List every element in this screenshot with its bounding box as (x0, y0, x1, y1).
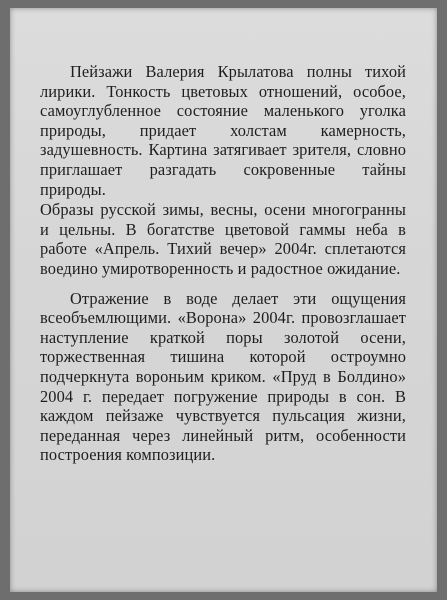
document-body (40, 62, 406, 465)
paragraph-3: Отражение в воде делает эти ощущения всеобъемлющими. «Ворона» 2004г. провозглашает наступление краткой поры золотой осени, торжественная тишина которой остроумно подчеркнута вороньим криком. «Пруд в Болдино» 2004 г. передает погружение природы в сон. В каждом пейзаже чувствуется пульсация жизни, переданная через линейный ритм, особенности построения композиции. (40, 288, 406, 465)
document-page (10, 8, 437, 592)
paragraph-1: Пейзажи Валерия Крылатова полны тихой лирики. Тонкость цветовых отношений, особое, самоуглубленное состояние маленького уголка природы, придает холстам камерность, задушевность. Картина затягивает зрителя, словно приглашает разгадать сокровенные тайны природы. (40, 62, 406, 199)
paragraph-2: Образы русской зимы, весны, осени многогранны и цельны. В богатстве цветовой гаммы неба в работе «Апрель. Тихий вечер» 2004г. сплетаются воедино умиротворенность и радостное ожидание. (40, 200, 406, 278)
